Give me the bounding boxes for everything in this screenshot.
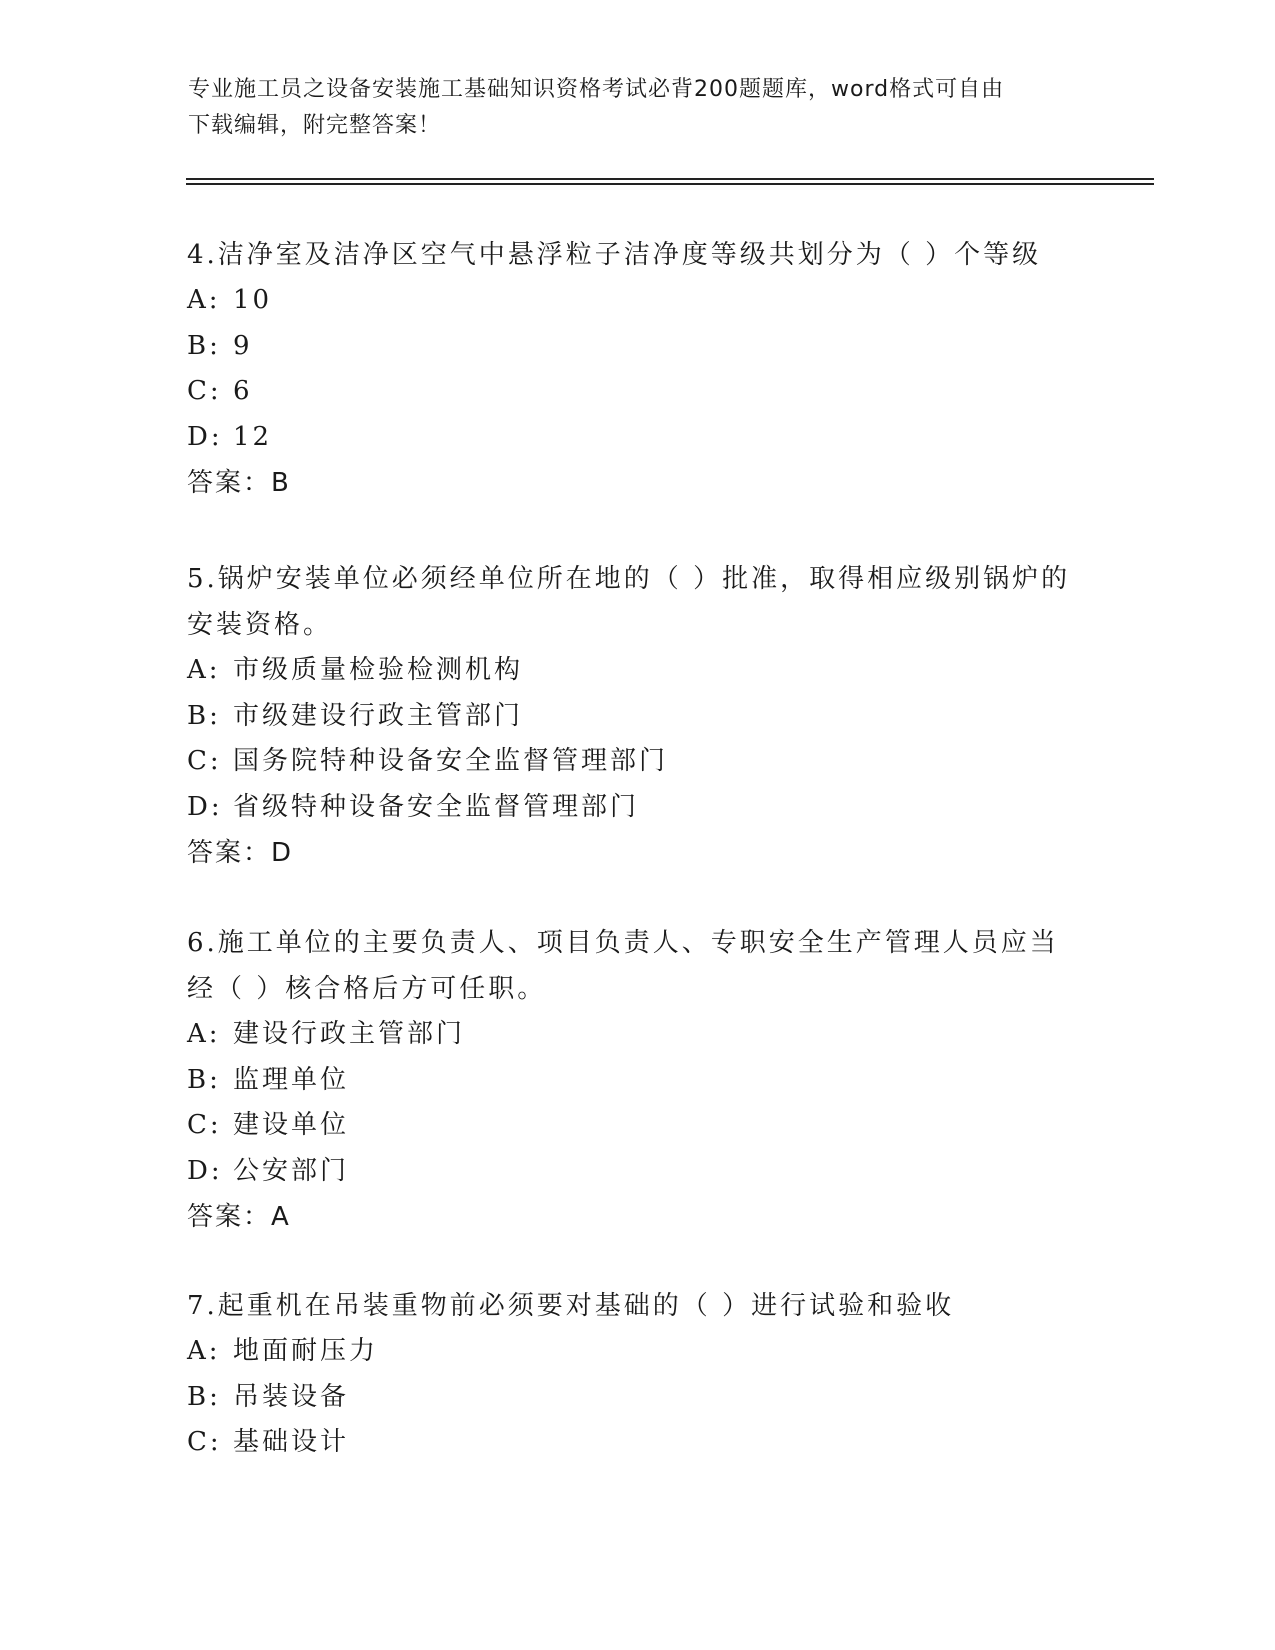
- option-letter: D:: [187, 791, 223, 822]
- answer: 答案：A: [187, 1202, 291, 1232]
- option-d: [187, 415, 1107, 461]
- option-text: 基础设计: [233, 1427, 350, 1457]
- question-title: 6.施工单位的主要负责人、项目负责人、专职安全生产管理人员应当: [187, 928, 1059, 958]
- option-c: [187, 1420, 1107, 1466]
- question-title: 4.洁净室及洁净区空气中悬浮粒子洁净度等级共划分为（ ）个等级: [187, 240, 1042, 270]
- option-text: 吊装设备: [233, 1381, 350, 1412]
- header-line-2: 下载编辑，附完整答案！: [188, 113, 442, 138]
- answer: 答案：D: [187, 838, 294, 868]
- option-letter: B:: [187, 1064, 221, 1095]
- option-letter: C:: [187, 746, 222, 776]
- header-divider-top: [186, 178, 1154, 180]
- option-letter: B:: [187, 1381, 221, 1412]
- option-c: [187, 369, 1107, 415]
- option-text: 监理单位: [233, 1064, 350, 1095]
- option-letter: A:: [187, 285, 221, 315]
- option-c: [187, 1103, 1107, 1149]
- document-header: [188, 72, 1068, 144]
- option-text: 6: [233, 376, 253, 406]
- option-c: [187, 739, 1107, 785]
- option-a: [187, 1012, 1107, 1058]
- option-b: [187, 694, 1107, 740]
- option-d: [187, 785, 1107, 831]
- question-6: [187, 920, 1107, 1240]
- option-letter: C:: [187, 376, 222, 406]
- option-letter: B:: [187, 330, 221, 361]
- option-text: 12: [233, 421, 273, 452]
- option-letter: A:: [187, 655, 221, 685]
- answer: 答案：B: [187, 468, 291, 498]
- question-title-continued: 经（ ）核合格后方可任职。: [187, 974, 547, 1004]
- option-b: [187, 1058, 1107, 1104]
- option-b: [187, 1375, 1107, 1421]
- option-d: [187, 1149, 1107, 1195]
- question-title: 5.锅炉安装单位必须经单位所在地的（ ）批准，取得相应级别锅炉的: [187, 564, 1071, 594]
- option-text: 建设单位: [233, 1110, 350, 1140]
- option-text: 10: [233, 285, 273, 315]
- question-7: [187, 1283, 1107, 1466]
- option-letter: C:: [187, 1110, 222, 1140]
- option-a: [187, 278, 1107, 324]
- option-text: 市级建设行政主管部门: [233, 700, 524, 731]
- question-title-continued: 安装资格。: [187, 610, 333, 640]
- header-divider-bottom: [186, 183, 1154, 185]
- option-text: 9: [233, 330, 253, 361]
- question-5: [187, 556, 1107, 876]
- option-text: 建设行政主管部门: [233, 1019, 466, 1049]
- option-a: [187, 1329, 1107, 1375]
- option-letter: C:: [187, 1427, 222, 1457]
- option-text: 地面耐压力: [233, 1336, 379, 1366]
- question-4: [187, 232, 1107, 506]
- option-text: 市级质量检验检测机构: [233, 655, 524, 685]
- question-title: 7.起重机在吊装重物前必须要对基础的（ ）进行试验和验收: [187, 1291, 955, 1321]
- option-letter: A:: [187, 1019, 221, 1049]
- option-b: [187, 324, 1107, 370]
- option-text: 省级特种设备安全监督管理部门: [233, 791, 640, 822]
- option-letter: B:: [187, 700, 221, 731]
- option-letter: D:: [187, 1155, 223, 1186]
- option-letter: A:: [187, 1336, 221, 1366]
- option-letter: D:: [187, 421, 223, 452]
- header-line-1: 专业施工员之设备安装施工基础知识资格考试必背200题题库，word格式可自由: [188, 77, 1005, 102]
- option-a: [187, 648, 1107, 694]
- option-text: 公安部门: [233, 1155, 350, 1186]
- option-text: 国务院特种设备安全监督管理部门: [233, 746, 669, 776]
